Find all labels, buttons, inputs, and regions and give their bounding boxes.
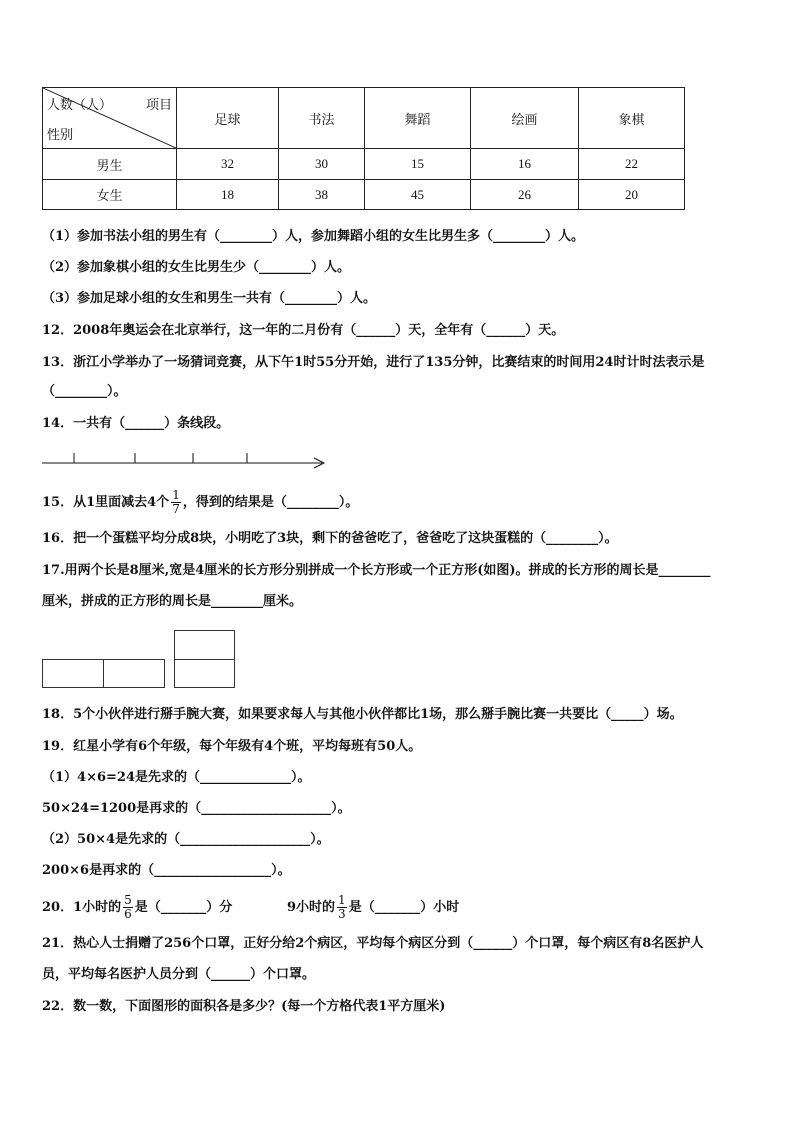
question-13-line1: 13．浙江小学举办了一场猜词竞赛，从下午1时55分开始，进行了135分钟，比赛结束的时间用24时计时法表示是 (42, 355, 705, 370)
question-20-part-b (287, 893, 459, 923)
table-cell: 45 (365, 180, 471, 210)
question-21-line2: 员，平均每名医护人员分到（______）个口罩。 (42, 967, 316, 982)
question-17-line1: 17.用两个长是8厘米,宽是4厘米的长方形分别拼成一个长方形或一个正方形(如图)。拼成的长方形的周长是________ (42, 563, 711, 578)
q19-sub4: 200×6是再求的（__________________）。 (42, 863, 291, 878)
table-cell: 26 (471, 180, 579, 210)
q20a-after: 是（_______）分 (134, 900, 233, 915)
table-cell: 16 (471, 149, 579, 180)
question-18: 18．5个小伙伴进行掰手腕大赛，如果要求每人与其他小伙伴都比1场，那么掰手腕比赛一共要比（_____）场。 (42, 707, 683, 722)
table-cell: 38 (279, 180, 365, 210)
table-cell: 15 (365, 149, 471, 180)
question-21-line1: 21．热心人士捐赠了256个口罩，正好分给2个病区，平均每个病区分到（______）个口罩，每个病区有8名医护人 (42, 936, 704, 951)
table-row (43, 149, 685, 180)
question-22: 22．数一数，下面图形的面积各是多少？(每一个方格代表1平方厘米) (42, 999, 446, 1014)
table-cell: 20 (579, 180, 685, 210)
question-13-line2: （________）。 (42, 384, 127, 399)
q20a-before: 20．1小时的 (42, 900, 122, 915)
fraction-denominator: 3 (338, 907, 346, 921)
question-15 (42, 488, 358, 518)
q20b-before: 9小时的 (287, 900, 336, 915)
question-12: 12．2008年奥运会在北京举行，这一年的二月份有（______）天，全年有（______）天。 (42, 323, 565, 338)
fraction-denominator: 7 (172, 502, 180, 516)
table-cell: 30 (279, 149, 365, 180)
table-row (43, 180, 685, 210)
column-header: 足球 (177, 88, 279, 149)
row-label: 男生 (43, 149, 177, 180)
survey-table (42, 87, 685, 210)
corner-top-label: 人数（人） (47, 98, 113, 113)
fraction-numerator: 5 (124, 893, 132, 907)
corner-right-label: 项目 (145, 98, 172, 113)
question-14: 14．一共有（______）条线段。 (42, 416, 230, 431)
table-corner-cell (43, 88, 177, 149)
q20b-after: 是（_______）小时 (348, 900, 460, 915)
column-header: 象棋 (579, 88, 685, 149)
column-header: 舞蹈 (365, 88, 471, 149)
table-cell: 32 (177, 149, 279, 180)
corner-bottom-label: 性别 (47, 128, 74, 143)
fraction (123, 894, 133, 921)
column-header: 书法 (279, 88, 365, 149)
q15-after: ，得到的结果是（________）。 (182, 495, 359, 510)
q19-sub1: （1）4×6=24是先求的（______________）。 (42, 770, 311, 785)
q19-sub2: 50×24=1200是再求的（____________________）。 (42, 801, 351, 816)
q15-before: 15．从1里面减去4个 (42, 495, 170, 510)
fraction-denominator: 6 (124, 907, 132, 921)
q11-sub3: （3）参加足球小组的女生和男生一共有（________）人。 (42, 291, 377, 306)
table-cell: 18 (177, 180, 279, 210)
fraction-numerator: 1 (338, 893, 346, 907)
column-header: 绘画 (471, 88, 579, 149)
table-cell: 22 (579, 149, 685, 180)
fraction (171, 489, 181, 516)
question-16: 16．把一个蛋糕平均分成8块，小明吃了3块，剩下的爸爸吃了，爸爸吃了这块蛋糕的（________）。 (42, 531, 618, 546)
rectangles-figure (42, 630, 242, 690)
fraction (337, 894, 347, 921)
q11-sub1: （1）参加书法小组的男生有（________）人，参加舞蹈小组的女生比男生多（________）人。 (42, 229, 585, 244)
question-19-stem: 19．红星小学有6个年级，每个年级有4个班，平均每班有50人。 (42, 739, 422, 754)
question-17-line2: 厘米，拼成的正方形的周长是________厘米。 (42, 594, 303, 609)
question-20-part-a (42, 893, 232, 923)
q11-sub2: （2）参加象棋小组的女生比男生少（________）人。 (42, 260, 351, 275)
fraction-numerator: 1 (172, 488, 180, 502)
q19-sub3: （2）50×4是先求的（____________________）。 (42, 832, 330, 847)
segment-ray-figure (42, 448, 332, 470)
row-label: 女生 (43, 180, 177, 210)
